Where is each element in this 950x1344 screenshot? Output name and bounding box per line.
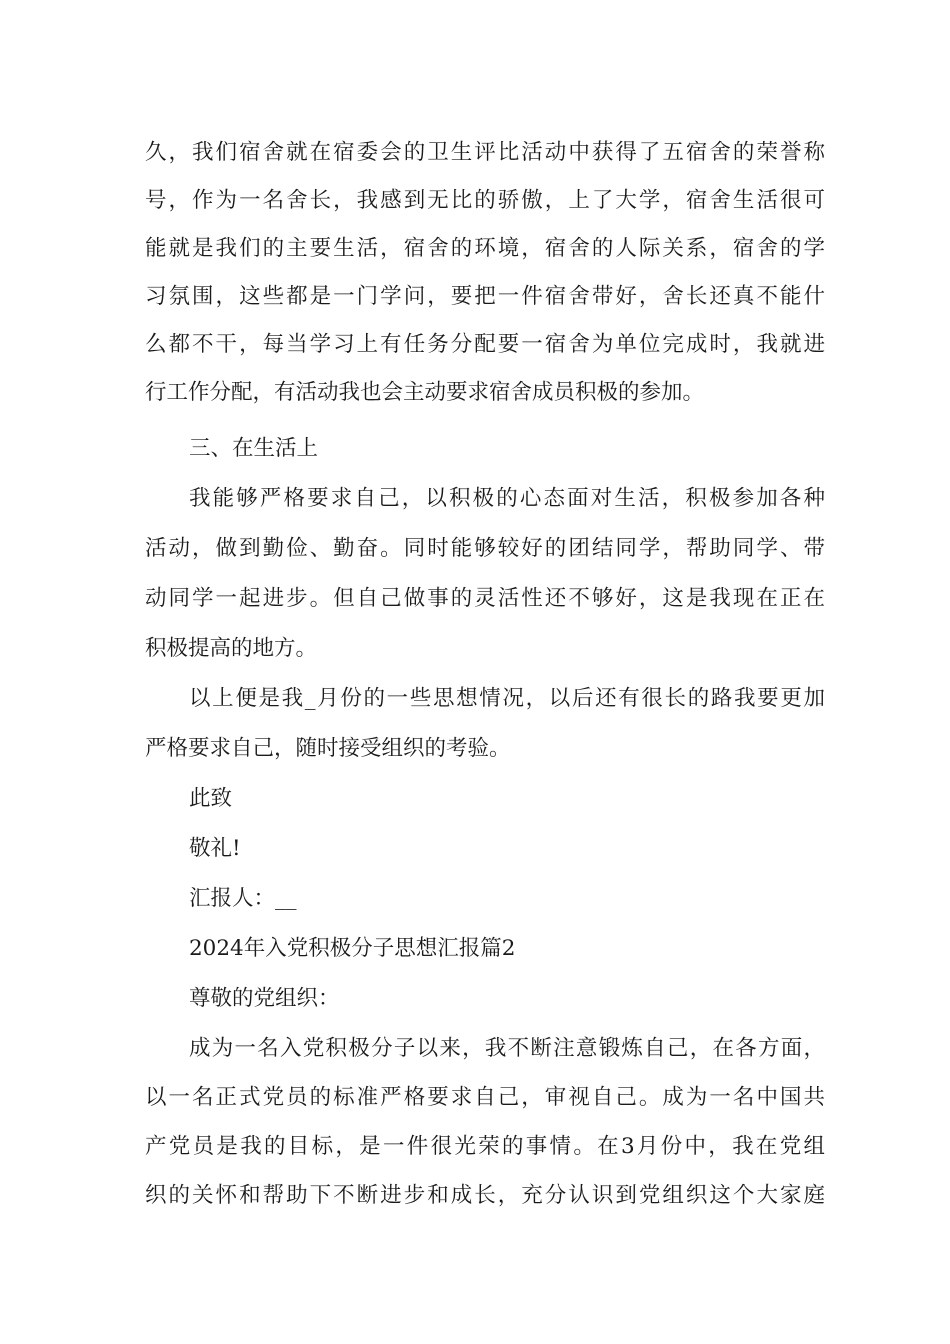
text-line: 久，我们宿舍就在宿委会的卫生评比活动中获得了五宿舍的荣誉称 [145,140,825,165]
greeting-line: 尊敬的党组织： [189,986,340,1011]
text-line: 以上便是我_月份的一些思想情况，以后还有很长的路我要更加 [189,686,825,711]
text-line: 以一名正式党员的标准严格要求自己，审视自己。成为一名中国共 [145,1085,825,1110]
text-line: 行工作分配，有活动我也会主动要求宿舍成员积极的参加。 [145,380,705,405]
article-title: 2024年入党积极分子思想汇报篇2 [189,936,516,961]
text-line: 活动，做到勤俭、勤奋。同时能够较好的团结同学，帮助同学、带 [145,536,825,561]
text-line: 么都不干，每当学习上有任务分配要一宿舍为单位完成时，我就进 [145,332,825,357]
text-line: 动同学一起进步。但自己做事的灵活性还不够好，这是我现在正在 [145,586,825,611]
text-line: 能就是我们的主要生活，宿舍的环境，宿舍的人际关系，宿舍的学 [145,236,825,261]
text-line: 我能够严格要求自己，以积极的心态面对生活，积极参加各种 [189,486,825,511]
salutation-line: 敬礼! [189,836,241,861]
text-line: 习氛围，这些都是一门学问，要把一件宿舍带好，舍长还真不能什 [145,284,825,309]
text-line: 号，作为一名舍长，我感到无比的骄傲，上了大学，宿舍生活很可 [145,188,825,213]
text-line: 织的关怀和帮助下不断进步和成长，充分认识到党组织这个大家庭 [145,1183,825,1208]
text-line: 积极提高的地方。 [145,636,318,661]
text-line: 严格要求自己，随时接受组织的考验。 [145,736,511,761]
closing-line: 此致 [189,786,233,811]
text-line: 成为一名入党积极分子以来，我不断注意锻炼自己，在各方面， [189,1036,825,1061]
reporter-line: 汇报人：__ [189,886,297,911]
text-line: 产党员是我的目标，是一件很光荣的事情。在3月份中，我在党组 [145,1134,825,1159]
section-heading: 三、在生活上 [189,436,319,461]
